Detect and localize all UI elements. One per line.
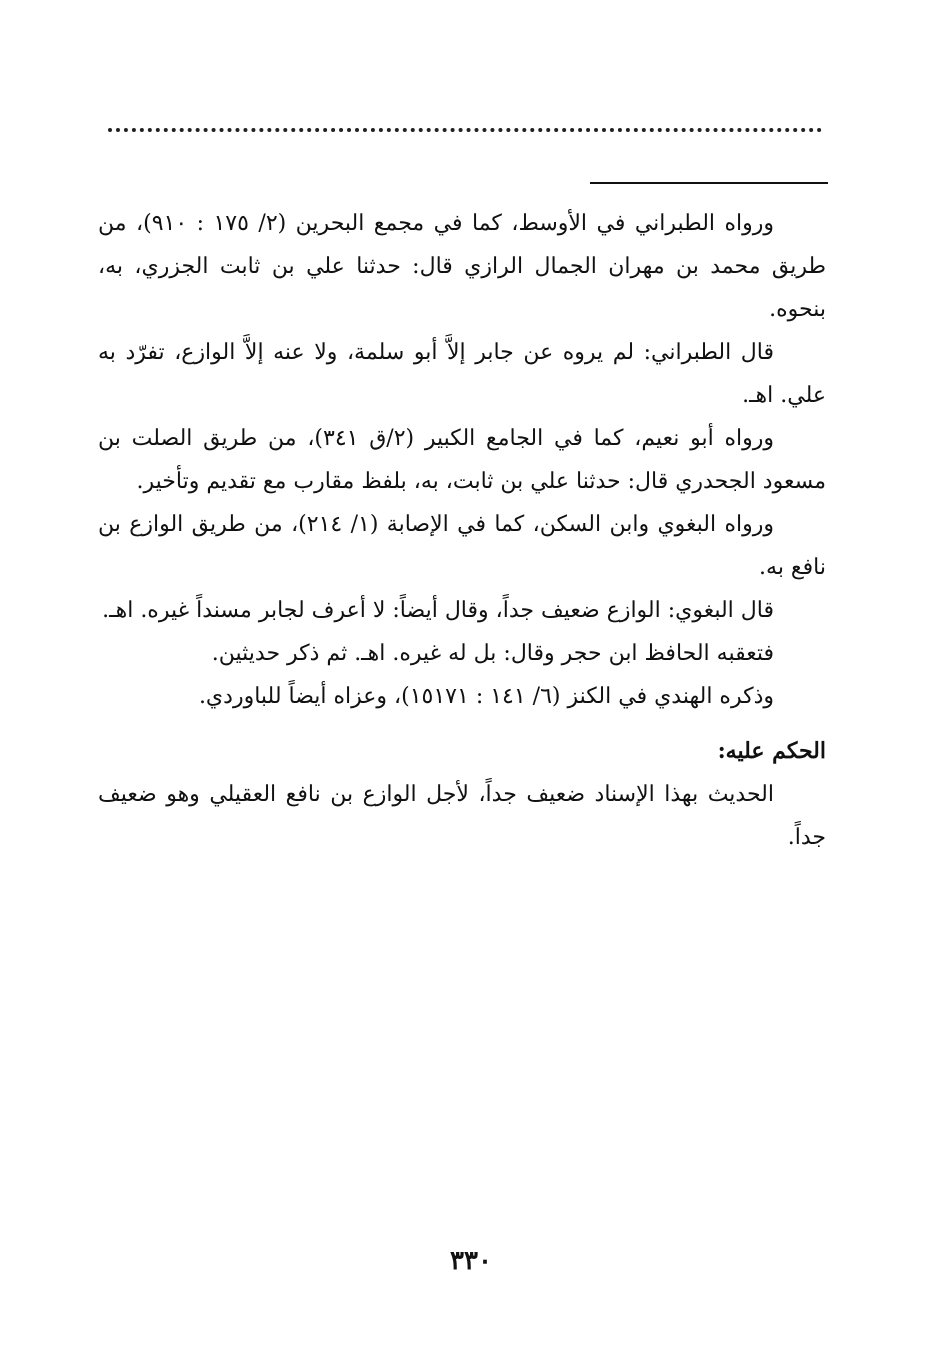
ruling-heading: الحكم عليه: (717, 738, 826, 764)
dotted-separator (108, 128, 822, 132)
paragraph-baghawi-ibn-sakan: ورواه البغوي وابن السكن، كما في الإصابة (١/ ٢١٤)، من طريق الوازع بن نافع به. (98, 512, 826, 580)
paragraph-hindi-kanz: وذكره الهندي في الكنز (٦/ ١٤١ : ١٥١٧١)، وعزاه أيضاً للباوردي. (198, 684, 774, 709)
paragraph-ibn-hajar: فتعقبه الحافظ ابن حجر وقال: بل له غيره. اهـ. ثم ذكر حديثين. (211, 641, 774, 666)
paragraph-tabarani-awsat: ورواه الطبراني في الأوسط، كما في مجمع البحرين (٢/ ١٧٥ : ٩١٠)، من طريق محمد بن مهران الجمال الرازي قال: حدثنا علي بن ثابت الجزري، به، بنحوه. (98, 211, 826, 322)
ruling-text: الحديث بهذا الإسناد ضعيف جداً، لأجل الوازع بن نافع العقيلي وهو ضعيف جداً. (98, 782, 826, 850)
paragraph-tabarani-comment: قال الطبراني: لم يروه عن جابر إلاَّ أبو سلمة، ولا عنه إلاَّ الوازع، تفرّد به علي. اهـ. (98, 340, 826, 408)
page-number: ٣٣٠ (450, 1246, 492, 1276)
page-body (98, 202, 826, 859)
section-gap (98, 718, 826, 730)
paragraph-baghawi-comment: قال البغوي: الوازع ضعيف جداً، وقال أيضاً: لا أعرف لجابر مسنداً غيره. اهـ. (102, 598, 774, 623)
paragraph-abu-nuaym: ورواه أبو نعيم، كما في الجامع الكبير (٢/ق ٣٤١)، من طريق الصلت بن مسعود الجحدري قال: حدثنا علي بن ثابت، به، بلفظ مقارب مع تقديم وتأخير. (98, 426, 826, 494)
footnote-rule (590, 182, 828, 184)
